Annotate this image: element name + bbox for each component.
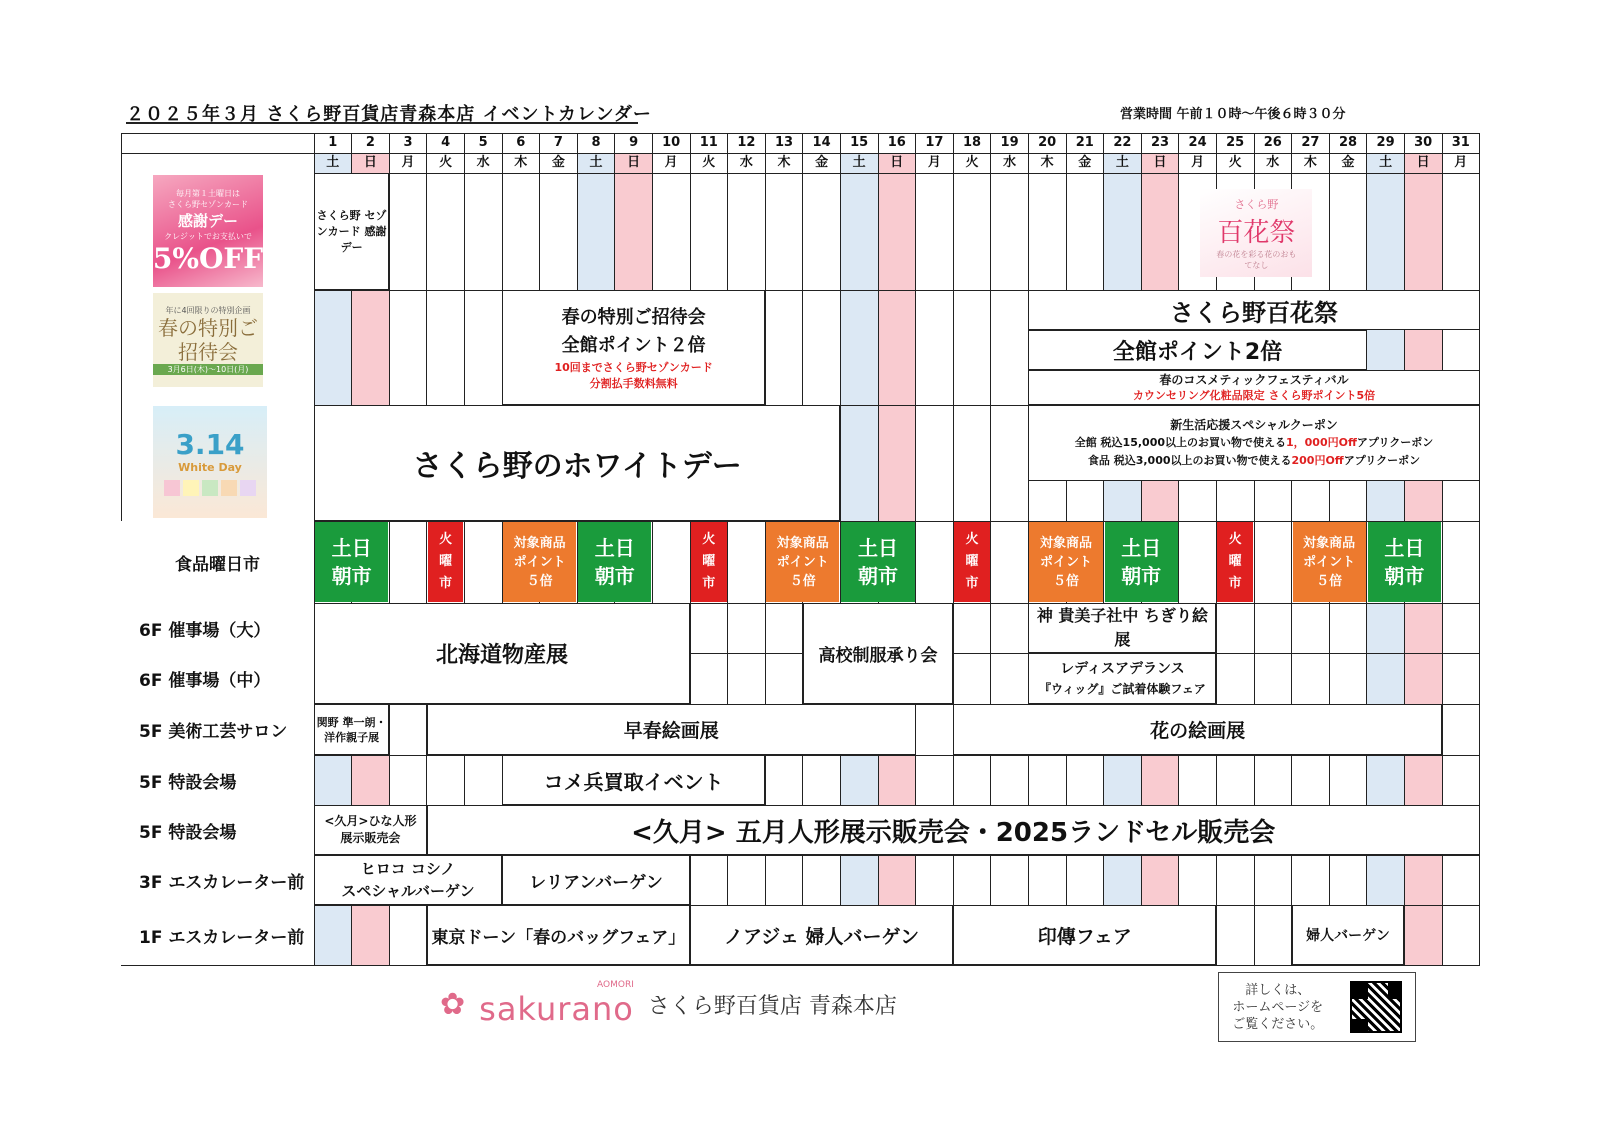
weekend-tint: [1367, 653, 1405, 704]
coupon-text: アプリクーポン: [1356, 436, 1434, 449]
event-text: 春のコスメティックフェスティバル: [1159, 373, 1349, 387]
thumb-text: 3月6日(木)～10日(月): [153, 364, 263, 375]
weekend-tint: [1141, 855, 1179, 905]
event-text: スペシャルバーゲン: [341, 882, 475, 900]
weekday-label: 月: [927, 155, 941, 170]
day-number: 16: [887, 135, 906, 150]
coupon-text: アプリクーポン: [1343, 454, 1421, 467]
badge-text: 火: [439, 532, 453, 547]
badge-text: 市: [439, 576, 453, 591]
day-number: 26: [1263, 135, 1282, 150]
weekend-tint: [352, 290, 390, 405]
weekend-tint: [840, 855, 878, 905]
weekday-label: 火: [965, 155, 979, 170]
event-hyakka-festival[interactable]: [1028, 290, 1479, 330]
event-komehyo[interactable]: [502, 755, 765, 805]
event-early-spring-painting[interactable]: [427, 704, 916, 755]
day-number: 8: [591, 135, 601, 150]
event-text: カウンセリング化粧品限定 さくら野ポイント5倍: [1132, 389, 1376, 402]
footer-detail-line2: ホームページを: [1232, 999, 1324, 1015]
weekend-tint: [1141, 173, 1179, 290]
day-number: 13: [774, 135, 794, 150]
weekday-label: 月: [1191, 155, 1205, 170]
coupon-text: 食品 税込3,000以上のお買い物で使える: [1087, 454, 1292, 467]
thumb-text: クレジットでお支払いで: [164, 231, 252, 241]
event-text: 展示販売会: [340, 831, 401, 845]
weekend-tint: [1367, 173, 1405, 290]
badge-text: 土日: [331, 536, 372, 560]
weekday-label: 月: [664, 155, 678, 170]
event-text: さくら野のホワイトデー: [412, 449, 742, 484]
badge-text: 市: [702, 576, 716, 591]
badge-text: 朝市: [1121, 564, 1162, 588]
day-number: 27: [1301, 135, 1320, 150]
day-number: 9: [629, 135, 639, 150]
thumb-text: さくら野セゾンカード: [168, 199, 248, 209]
weekend-tint: [878, 290, 916, 405]
weekday-label: 月: [1454, 155, 1468, 170]
day-number: 15: [850, 135, 869, 150]
badge-text: 土日: [594, 536, 635, 560]
event-text: コメ兵買取イベント: [543, 769, 724, 794]
weekend-tint: [1104, 173, 1142, 290]
day-number: 25: [1226, 135, 1245, 150]
event-text: 関野 準一朗・洋作親子展: [316, 715, 387, 744]
thumb-text: White Day: [178, 461, 242, 474]
category-f1: 1F エスカレーター前: [121, 905, 314, 965]
thumb-card-thanks-day: [153, 175, 263, 287]
event-text: 全館ポイント2倍: [1112, 339, 1283, 365]
event-text: 早春絵画展: [623, 720, 719, 742]
category-f5art: 5F 美術工芸サロン: [121, 704, 314, 755]
weekday-label: 木: [1303, 155, 1317, 170]
event-text: <久月>ひな人形: [324, 814, 417, 828]
event-text: レディスアデランス: [1060, 660, 1185, 677]
event-leilian-bargain[interactable]: [502, 855, 690, 905]
badge-text: 市: [965, 576, 979, 591]
day-number: 4: [441, 135, 451, 150]
day-number: 11: [699, 135, 718, 150]
thumb-white-day: [153, 406, 267, 518]
day-number: 14: [812, 135, 831, 150]
weekday-label: 木: [777, 155, 791, 170]
event-text: 10回までさくら野セゾンカード: [554, 360, 713, 374]
weekday-label: 水: [1266, 155, 1280, 170]
weekend-tint: [878, 855, 916, 905]
day-number: 21: [1075, 135, 1094, 150]
badge-text: 火: [1228, 532, 1242, 547]
event-text: ノアジェ 婦人バーゲン: [724, 925, 920, 948]
event-noage-bargain[interactable]: [690, 905, 953, 965]
sweet-block: [240, 480, 256, 496]
day-number: 18: [962, 135, 982, 150]
weekend-tint: [1367, 855, 1405, 905]
badge-text: ５倍: [526, 573, 553, 589]
weekday-label: 日: [1153, 155, 1167, 170]
badge-weekend-morning-market[interactable]: [315, 522, 388, 602]
badge-text: 対象商品: [513, 535, 566, 551]
qr-code-icon[interactable]: [1350, 981, 1402, 1033]
event-text: ヒロコ コシノ: [360, 860, 456, 878]
weekday-label: 月: [401, 155, 415, 170]
category-food: 食品曜日市: [121, 521, 314, 603]
day-number: 29: [1376, 135, 1395, 150]
weekday-label: 土: [1379, 155, 1393, 170]
weekday-label: 金: [1078, 155, 1092, 170]
event-text: さくら野百花祭: [1169, 298, 1338, 327]
weekday-label: 火: [1228, 155, 1242, 170]
event-text: 神 貴美子社中 ちぎり絵展: [1036, 606, 1208, 649]
weekday-label: 火: [702, 155, 716, 170]
event-text: 新生活応援スペシャルクーポン: [1170, 418, 1338, 432]
event-hiroko-koshino[interactable]: [314, 855, 502, 905]
category-f5sp2: 5F 特設会場: [121, 805, 314, 855]
weekend-tint: [1404, 603, 1442, 653]
thumb-text: 3.14: [175, 428, 245, 461]
footer-store-name: さくら野百貨店 青森本店: [647, 993, 897, 1019]
event-flower-painting[interactable]: [953, 704, 1442, 755]
weekend-tint: [1404, 653, 1442, 704]
sweet-block: [164, 480, 180, 496]
weekday-label: 土: [1115, 155, 1129, 170]
weekend-tint: [1104, 855, 1142, 905]
day-number: 3: [403, 135, 413, 150]
badge-tuesday-market[interactable]: [954, 522, 990, 602]
footer-detail-line3: ご覧ください。: [1232, 1016, 1324, 1032]
thumb-text: 百花祭: [1217, 217, 1296, 248]
weekend-tint: [840, 173, 878, 290]
sweet-block: [202, 480, 218, 496]
weekday-label: 日: [1416, 155, 1430, 170]
badge-weekend-morning-market[interactable]: [1105, 522, 1178, 602]
footer-website-box: [1218, 972, 1416, 1042]
thumb-text: 5%OFF: [153, 241, 263, 275]
event-chigiri-e[interactable]: [1028, 603, 1216, 653]
weekend-tint: [840, 405, 878, 521]
weekday-label: 日: [627, 155, 641, 170]
weekday-label: 金: [551, 155, 565, 170]
footer-logo: [440, 980, 897, 1028]
badge-text: 朝市: [1384, 564, 1425, 588]
sweet-block: [183, 480, 199, 496]
badge-text: 対象商品: [776, 535, 829, 551]
sakura-flower-icon: ✿: [440, 986, 466, 1022]
event-sekino-exhibition[interactable]: [314, 704, 389, 755]
badge-text: 対象商品: [1039, 535, 1092, 551]
event-spring-invite[interactable]: [502, 290, 765, 405]
weekend-tint: [1367, 755, 1405, 805]
weekend-tint: [1141, 755, 1179, 805]
thumb-text: 感謝デー: [177, 211, 238, 230]
badge-text: 火: [702, 532, 716, 547]
badge-text: ５倍: [1316, 573, 1343, 589]
day-number: 19: [1000, 135, 1019, 150]
white-day-sweets: [164, 480, 256, 496]
thumb-text: 年に4回限りの特別企画: [165, 306, 251, 315]
day-number: 31: [1451, 135, 1470, 150]
event-text: レリアンバーゲン: [529, 872, 663, 893]
badge-text: 土日: [1121, 536, 1162, 560]
badge-text: 土日: [1384, 536, 1425, 560]
category-f6m: 6F 催事場（中）: [121, 653, 314, 704]
day-number: 7: [553, 135, 563, 150]
weekend-tint: [314, 290, 352, 405]
event-tokyo-dome-bag[interactable]: [427, 905, 690, 965]
badge-text: 朝市: [594, 564, 635, 588]
badge-weekend-morning-market[interactable]: [841, 522, 914, 602]
day-number: 17: [925, 135, 944, 150]
category-f3: 3F エスカレーター前: [121, 855, 314, 905]
event-text: 分割払手数料無料: [589, 376, 678, 390]
day-number: 20: [1038, 135, 1057, 150]
thumb-hyakka-festival: [1200, 189, 1312, 277]
event-hyakka-points[interactable]: [1028, 330, 1366, 370]
badge-text: ポイント: [1039, 554, 1092, 570]
day-number: 30: [1414, 135, 1433, 150]
coupon-line: [1088, 452, 1420, 470]
badge-text: ポイント: [513, 554, 566, 570]
coupon-text: 全館 税込15,000以上のお買い物で使える: [1074, 436, 1286, 449]
weekday-label: 金: [1341, 155, 1355, 170]
event-text: <久月> 五月人形展示販売会・2025ランドセル販売会: [631, 817, 1276, 848]
event-calendar: [121, 133, 1479, 965]
badge-text: ５倍: [1052, 573, 1079, 589]
day-number: 28: [1338, 135, 1358, 150]
weekday-label: 水: [1003, 155, 1017, 170]
day-number: 10: [662, 135, 681, 150]
badge-text: 曜: [439, 554, 453, 569]
day-number: 5: [478, 135, 488, 150]
weekend-tint: [1367, 603, 1405, 653]
event-text: 北海道物産展: [435, 643, 568, 668]
event-kyugetsu-may-doll[interactable]: [427, 805, 1480, 855]
badge-text: ５倍: [789, 573, 816, 589]
badge-text: 曜: [1228, 554, 1242, 569]
badge-tuesday-market[interactable]: [428, 522, 464, 602]
thumb-text: 春の特別ご招待会: [158, 316, 258, 364]
weekend-tint: [314, 905, 352, 965]
weekday-label: 土: [852, 155, 866, 170]
weekend-tint: [1404, 855, 1442, 905]
day-number: 2: [365, 135, 375, 150]
weekday-label: 火: [439, 155, 453, 170]
event-school-uniform[interactable]: [803, 603, 953, 704]
weekend-tint: [352, 755, 390, 805]
weekday-label: 水: [739, 155, 753, 170]
thumb-text: 毎月第１土曜日は: [176, 188, 240, 198]
weekday-label: 土: [589, 155, 603, 170]
event-seizon-thanks-day[interactable]: [314, 173, 389, 290]
badge-point-5x[interactable]: [503, 522, 576, 602]
badge-tuesday-market[interactable]: [1217, 522, 1253, 602]
event-text: 『ウィッグ』ご試着体験フェア: [1039, 681, 1206, 696]
weekday-label: 水: [476, 155, 490, 170]
thumb-spring-invite: [153, 293, 263, 387]
event-text: 高校制服承り会: [818, 646, 938, 666]
category-f6l: 6F 催事場（大）: [121, 603, 314, 653]
badge-point-5x[interactable]: [1293, 522, 1366, 602]
category-f5sp1: 5F 特設会場: [121, 755, 314, 805]
event-coupon[interactable]: [1028, 405, 1479, 481]
event-text: 婦人バーゲン: [1306, 928, 1390, 944]
day-number: 1: [328, 135, 338, 150]
event-text: 印傳フェア: [1037, 925, 1132, 948]
day-number: 22: [1113, 135, 1132, 150]
weekend-tint: [1404, 173, 1442, 290]
weekend-tint: [840, 290, 878, 405]
event-text: 東京ドーン「春のバッグフェア」: [431, 927, 686, 948]
badge-text: 火: [965, 532, 979, 547]
day-number: 12: [737, 135, 756, 150]
coupon-text: 1，000円Off: [1286, 436, 1357, 449]
weekday-label: 木: [514, 155, 528, 170]
event-inden-fair[interactable]: [953, 905, 1216, 965]
event-text: 花の絵画展: [1150, 720, 1246, 742]
weekend-tint: [1104, 755, 1142, 805]
weekend-tint: [615, 173, 653, 290]
badge-text: 市: [1228, 576, 1242, 591]
business-hours: 営業時間 午前１０時～午後６時３０分: [1120, 107, 1346, 122]
footer-detail-line1: 詳しくは、: [1245, 982, 1311, 998]
day-number: 24: [1188, 135, 1207, 150]
event-hina-doll[interactable]: [314, 805, 427, 855]
thumb-text: 春の花を彩る花のおもてなし: [1216, 249, 1297, 270]
event-ladies-bargain[interactable]: [1292, 905, 1405, 965]
weekend-tint: [352, 905, 390, 965]
badge-point-5x[interactable]: [766, 522, 839, 602]
event-cosmetic-festival[interactable]: [1028, 370, 1479, 405]
badge-tuesday-market[interactable]: [691, 522, 727, 602]
thumb-text: さくら野: [1234, 197, 1279, 211]
event-white-day[interactable]: [314, 405, 840, 521]
weekend-tint: [878, 405, 916, 521]
badge-text: 曜: [965, 554, 979, 569]
event-wig-fair[interactable]: [1028, 653, 1216, 704]
weekday-label: 木: [1040, 155, 1054, 170]
weekend-tint: [1404, 755, 1442, 805]
badge-text: 朝市: [331, 564, 372, 588]
badge-text: 土日: [857, 536, 898, 560]
event-text: 春の特別ご招待会: [561, 306, 706, 328]
badge-point-5x[interactable]: [1029, 522, 1102, 602]
weekend-tint: [314, 755, 352, 805]
weekend-tint: [840, 755, 878, 805]
coupon-text: 200円Off: [1291, 454, 1344, 467]
badge-weekend-morning-market[interactable]: [1368, 522, 1441, 602]
event-text: 全館ポイント２倍: [561, 334, 706, 356]
badge-text: ポイント: [776, 554, 829, 570]
weekend-tint: [577, 173, 615, 290]
badge-text: 曜: [702, 554, 716, 569]
event-hokkaido-fair[interactable]: [314, 603, 690, 704]
badge-text: 朝市: [857, 564, 898, 588]
day-number: 23: [1150, 135, 1170, 150]
page-title: ２０２５年３月 さくら野百貨店青森本店 イベントカレンダー: [126, 104, 652, 125]
weekday-label: 金: [815, 155, 829, 170]
weekend-tint: [878, 173, 916, 290]
weekend-tint: [1404, 905, 1442, 965]
day-number: 6: [516, 135, 526, 150]
weekend-tint: [878, 755, 916, 805]
coupon-line: [1075, 434, 1434, 452]
weekday-label: 日: [363, 155, 377, 170]
event-text: さくら野 セゾンカード 感謝デー: [316, 208, 387, 254]
title-underline: [126, 122, 638, 124]
sweet-block: [221, 480, 237, 496]
badge-text: 対象商品: [1303, 535, 1356, 551]
badge-text: ポイント: [1303, 554, 1356, 570]
badge-weekend-morning-market[interactable]: [578, 522, 651, 602]
footer-aomori: AOMORI: [597, 980, 634, 990]
weekday-label: 日: [890, 155, 904, 170]
weekday-label: 土: [326, 155, 340, 170]
footer-brand: sakurano: [479, 990, 634, 1028]
